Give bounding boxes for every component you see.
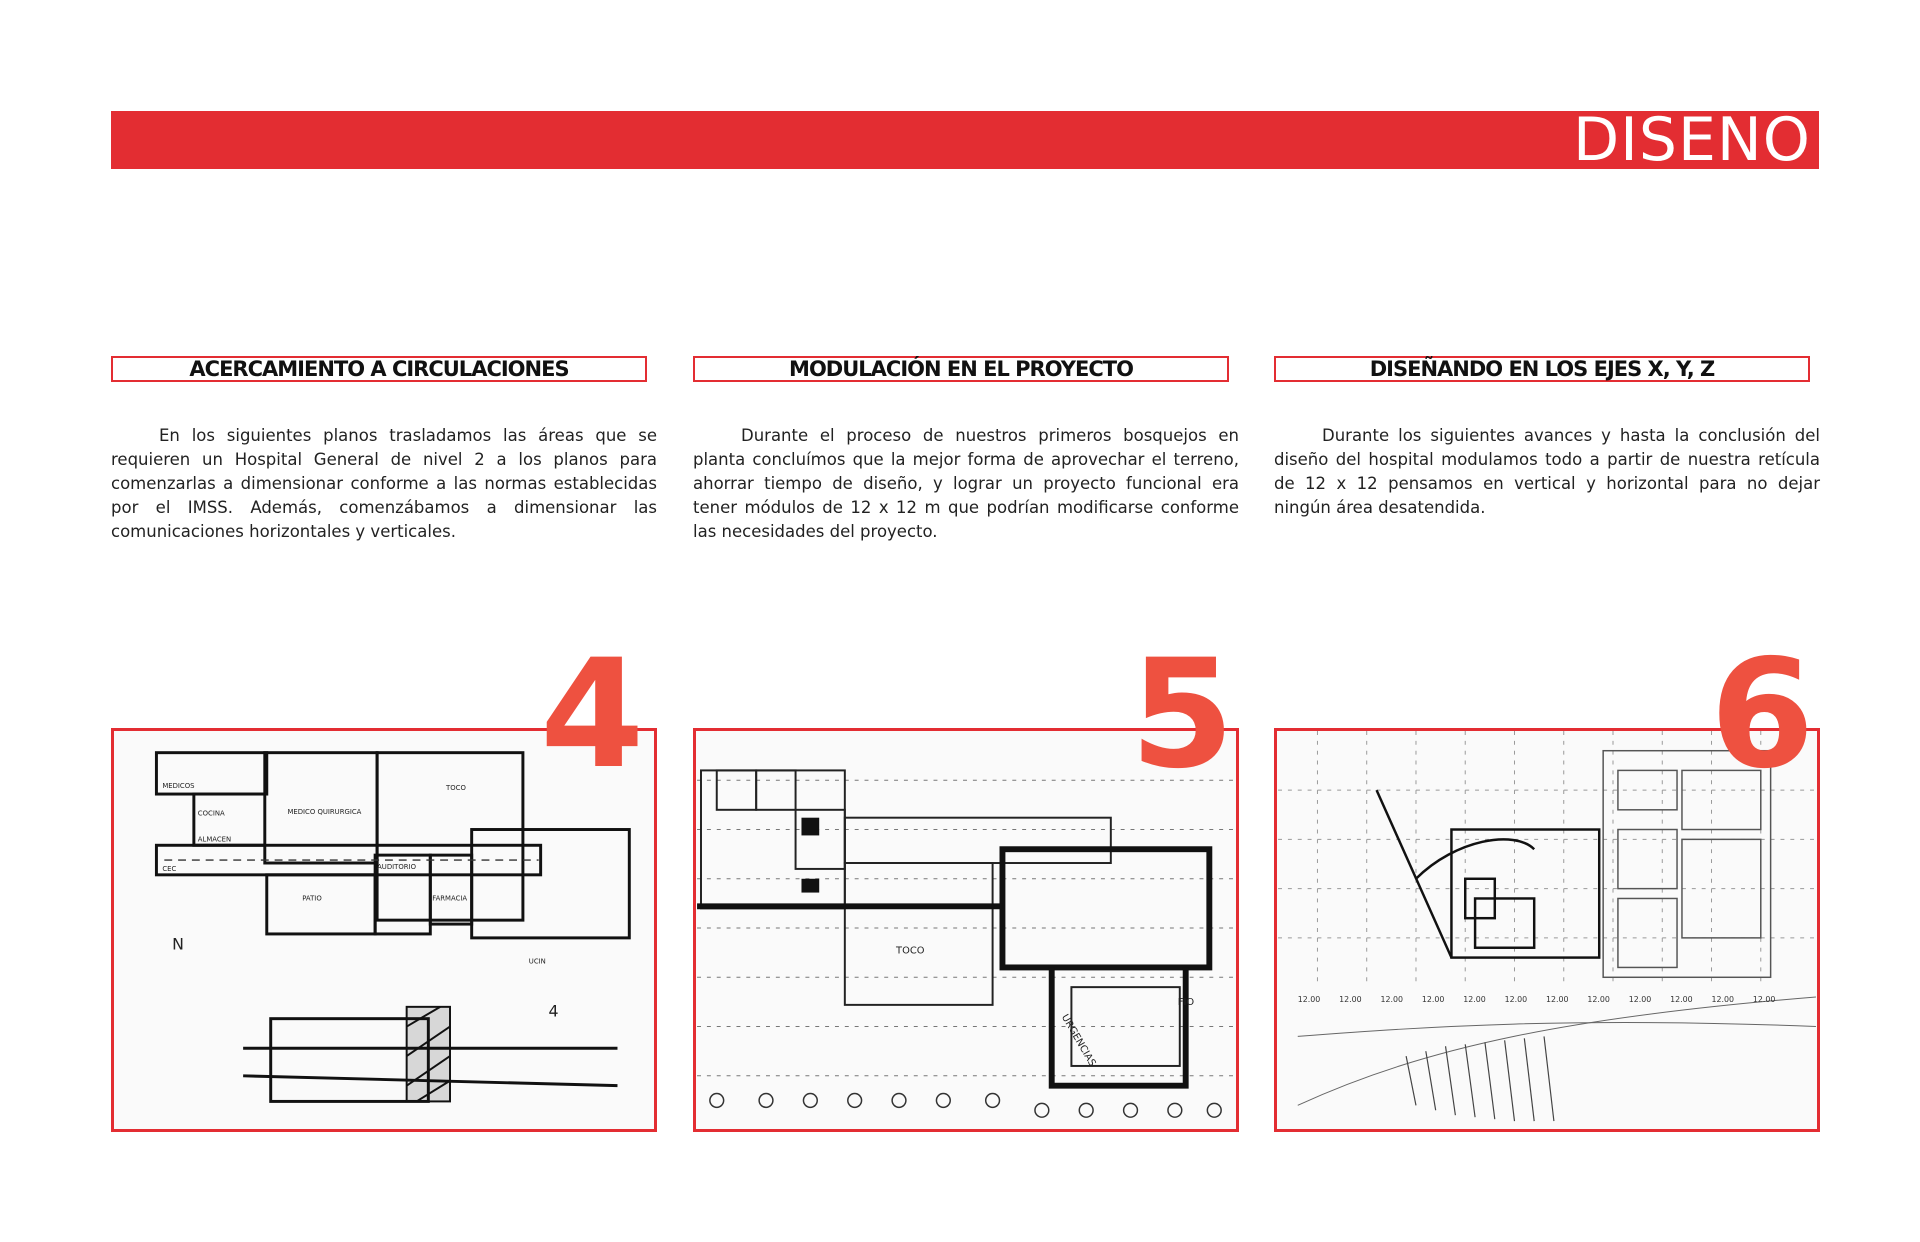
grid-dimension-label: 12.00 (1670, 994, 1693, 1004)
sketch-number-6: 6 (1710, 628, 1815, 802)
grid-dimension-label: 12.00 (1711, 994, 1735, 1004)
column-heading-modulacion: MODULACIÓN EN EL PROYECTO (693, 356, 1229, 382)
grid-dimension-label: 12.00 (1504, 994, 1528, 1004)
sketch-label-fio: FIO (1177, 996, 1195, 1008)
sketch-label-toco: TOCO (446, 784, 466, 793)
paragraph: Durante los siguientes avances y hasta la conclusión del diseño del hospital modulamos todo a partir de nuestra retícula de 12 x 12 pensamos en vertical y horizontal para no dejar ningún área desatendida. (1274, 426, 1820, 517)
grid-dimension-label: 12.00 (1297, 994, 1321, 1004)
grid-dimension-label: 12.00 (1546, 994, 1569, 1004)
sketch-label-cocina: COCINA (197, 809, 225, 818)
grid-dimension-label: 12.00 (1421, 994, 1445, 1004)
header-banner (111, 105, 1819, 175)
sketch-label-medicos: MEDICOS (162, 782, 195, 791)
sketch-label-almacen: ALMACEN (197, 835, 232, 844)
sketch-label-ucin: UCIN (528, 957, 546, 966)
sketch-label-quirurgica: MEDICO QUIRURGICA (287, 807, 362, 816)
sketch-label-urgencias: URGENCIAS (1058, 1012, 1098, 1069)
sketch-label-four: 4 (548, 1001, 559, 1021)
column-text-circulaciones (111, 424, 657, 544)
sketch-label-patio: PATIO (302, 894, 322, 903)
grid-dimension-label: 12.00 (1752, 994, 1776, 1004)
grid-dimension-label: 12.00 (1380, 994, 1404, 1004)
sketch-label-farmacia: FARMACIA (432, 894, 468, 903)
column-text-modulacion (693, 424, 1239, 544)
sketch-number-4: 4 (540, 628, 645, 802)
paragraph: En los siguientes planos trasladamos las áreas que se requieren un Hospital General de nivel 2 a los planos para comenzarlas a dimensionar conforme a las normas establecidas por el IMSS. Además, comenzábamos a dimensionar las comunicaciones horizontales y verticales. (111, 426, 657, 541)
column-heading-ejes: DISEÑANDO EN LOS EJES X, Y, Z (1274, 356, 1810, 382)
sketch-label-north: N (172, 934, 184, 954)
sketch-label-cec: CEC (162, 864, 177, 873)
sketch-label-toco: TOCO (896, 945, 925, 957)
grid-dimension-label: 12.00 (1339, 994, 1362, 1004)
paragraph: Durante el proceso de nuestros primeros bosquejos en planta concluímos que la mejor forma de aprovechar el terreno, ahorrar tiempo de diseño, y lograr un proyecto funcional era tener módulos de 12 x 12 m que podrían modificarse conforme las necesidades del proyecto. (693, 426, 1239, 541)
column-heading-circulaciones: ACERCAMIENTO A CIRCULACIONES (111, 356, 647, 382)
sketch-number-5: 5 (1130, 628, 1235, 802)
page-title: DISEÑO (1572, 105, 1811, 175)
grid-dimension-label: 12.00 (1628, 994, 1652, 1004)
column-text-ejes (1274, 424, 1820, 520)
grid-dimension-label: 12.00 (1463, 994, 1486, 1004)
grid-dimension-label: 12.00 (1587, 994, 1610, 1004)
sketch-label-auditorio: AUDITORIO (377, 862, 416, 871)
